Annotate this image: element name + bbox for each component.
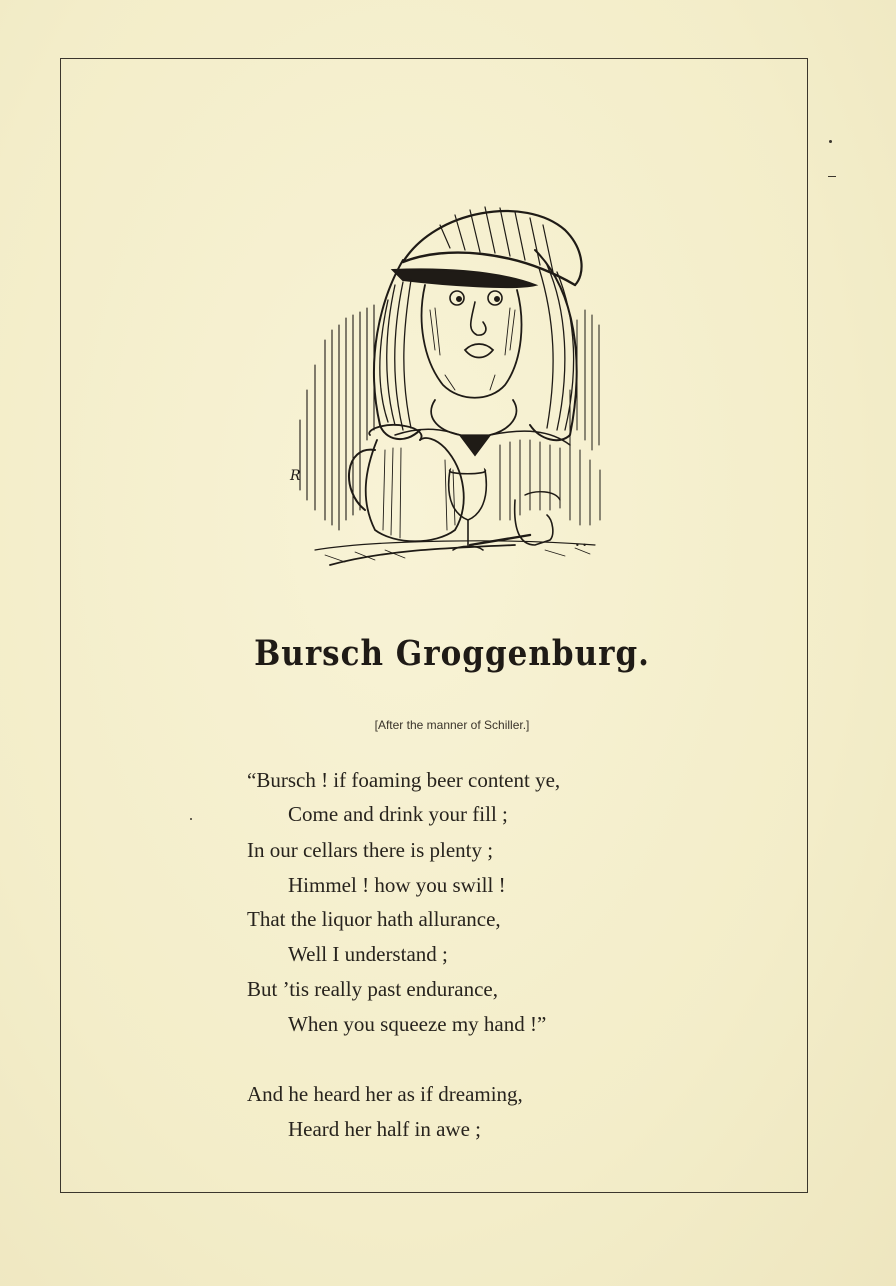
student-with-beer-mug-engraving-icon <box>285 190 615 585</box>
poem-line: And he heard her as if dreaming, <box>247 1082 523 1106</box>
poem-line: That the liquor hath allurance, <box>247 907 501 931</box>
poem-line: When you squeeze my hand !” <box>288 1012 547 1036</box>
poem-line: “Bursch ! if foaming beer content ye, <box>247 768 561 792</box>
poem-line: Himmel ! how you swill ! <box>288 873 506 897</box>
poem-title: Bursch Groggenburg. <box>254 633 650 675</box>
paper-speck <box>829 140 832 143</box>
poem-line: Heard her half in awe ; <box>288 1117 481 1141</box>
poem-line: Come and drink your fill ; <box>288 802 508 826</box>
paper-speck <box>190 818 192 820</box>
poem-line: Well I understand ; <box>288 942 448 966</box>
poem-line: But ’tis really past endurance, <box>247 977 498 1001</box>
poem-line: In our cellars there is plenty ; <box>247 838 494 862</box>
svg-text:R: R <box>290 468 301 484</box>
paper-speck <box>828 176 836 177</box>
poem-subtitle: [After the manner of Schiller.] <box>374 718 530 732</box>
svg-text:• •: • • <box>575 541 587 550</box>
